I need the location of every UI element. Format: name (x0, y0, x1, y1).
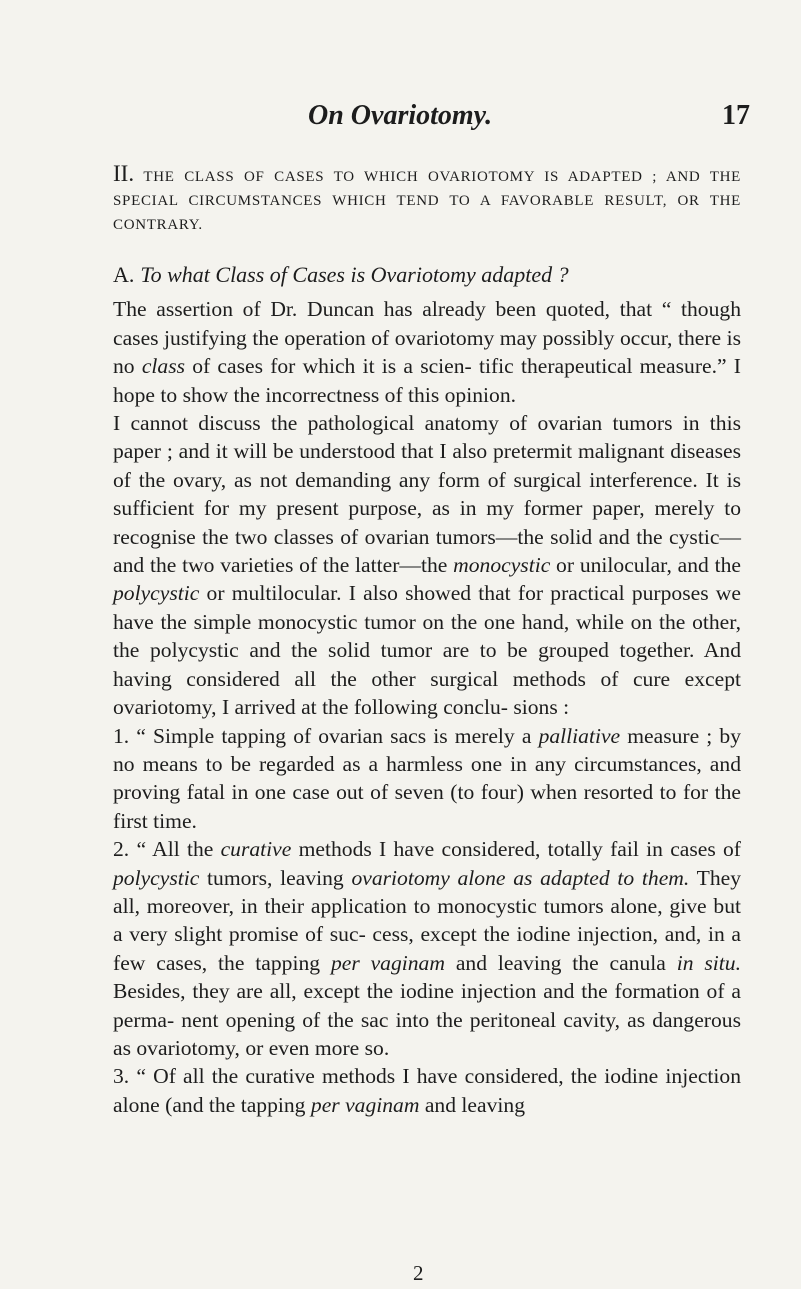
section-heading (113, 162, 741, 237)
p1-text-a: The assertion of Dr. Duncan has already been quoted, that “ though cases justifying the operation of ovariotomy may possibly occur, there is no (113, 297, 741, 379)
p2-text-a: I cannot discuss the pathological anatomy of ovarian tumors in this paper ; and it will be understood that I also pretermit malignant diseases of the ovary, as not demanding any form of surgical interference. It is sufficient for my present purpose, as in my former paper, merely to recognise the two classes of ovarian tumors—the solid and the cystic—and the two varieties of the latter—the (113, 411, 741, 578)
n2-text-a: 2. “ All the (113, 837, 221, 862)
subsection-title: To what Class of Cases is Ovariotomy adapted ? (140, 262, 569, 287)
n2-emphasis-5: in situ. (676, 950, 741, 975)
n2-text-d: They all, moreover, in their application to monocystic tumors alone, give but a very slight promise of suc- cess, except the iodine injection, and, in a few cases, the tapping (113, 865, 741, 975)
section-heading-line2: AND THE SPECIAL CIRCUMSTANCES WHICH TEND TO A FAVORABLE (113, 169, 741, 209)
n1-text-a: 1. “ Simple tapping of ovarian sacs is merely a (113, 723, 539, 748)
n3-text-a: 3. “ Of all the curative methods I have considered, the iodine injection alone (and the tapping (113, 1064, 741, 1117)
n2-emphasis-2: polycystic (113, 865, 200, 890)
n2-text-b: methods I have considered, totally fail in cases of (291, 837, 741, 862)
conclusion-3 (113, 1062, 741, 1119)
section-heading-line3: RESULT, OR THE CONTRARY. (113, 193, 741, 233)
p1-emphasis: class (141, 354, 185, 379)
section-numeral: II. (113, 161, 135, 186)
n3-text-b: and leaving (419, 1092, 525, 1117)
signature-mark: 2 (413, 1261, 424, 1285)
p1-text-b: of cases for which it is a scien- tific therapeutical measure.” I hope to show the incorrectness of this opinion. (113, 354, 741, 407)
n2-emphasis-1: curative (220, 837, 292, 862)
n2-text-e: and leaving the canula (444, 950, 677, 975)
subsection-label: A. (113, 262, 135, 287)
n2-text-f: Besides, they are all, except the iodine injection and the formation of a perma- nent opening of the sac into the peritoneal cavity, as dangerous as ovariotomy, or even more so. (113, 979, 741, 1060)
subsection-heading (113, 261, 741, 289)
page-number: 17 (722, 100, 750, 131)
n2-emphasis-3: ovariotomy alone as adapted to them. (351, 865, 690, 890)
paragraph-1 (113, 295, 741, 409)
p2-emphasis-1: monocystic (453, 553, 551, 578)
conclusion-1 (113, 722, 741, 836)
n1-text-b: measure ; by no means to be regarded as a harmless one in any circumstances, and proving fatal in one case out of seven (to four) when resorted to for the first time. (113, 723, 742, 833)
paragraph-2 (113, 409, 741, 721)
running-title: On Ovariotomy. (308, 100, 493, 131)
n2-text-c: tumors, leaving (199, 865, 352, 890)
p2-text-b: or unilocular, and the (550, 553, 741, 578)
n3-emphasis: per vaginam (310, 1092, 420, 1117)
p2-text-c: or multilocular. I also showed that for practical purposes we have the simple monocystic tumor on the one hand, while on the other, the polycystic and the solid tumor are to be grouped together. And having considered all the other surgical methods of cure except ovariotomy, I arrived at the following conclu- sions : (113, 581, 741, 720)
body-text (113, 162, 741, 1119)
n1-emphasis: palliative (538, 723, 621, 748)
running-head (0, 100, 801, 140)
n2-emphasis-4: per vaginam (330, 950, 445, 975)
conclusion-2 (113, 835, 741, 1062)
section-heading-line1: THE CLASS OF CASES TO WHICH OVARIOTOMY IS ADAPTED ; (143, 169, 658, 185)
p2-emphasis-2: polycystic (113, 581, 200, 606)
